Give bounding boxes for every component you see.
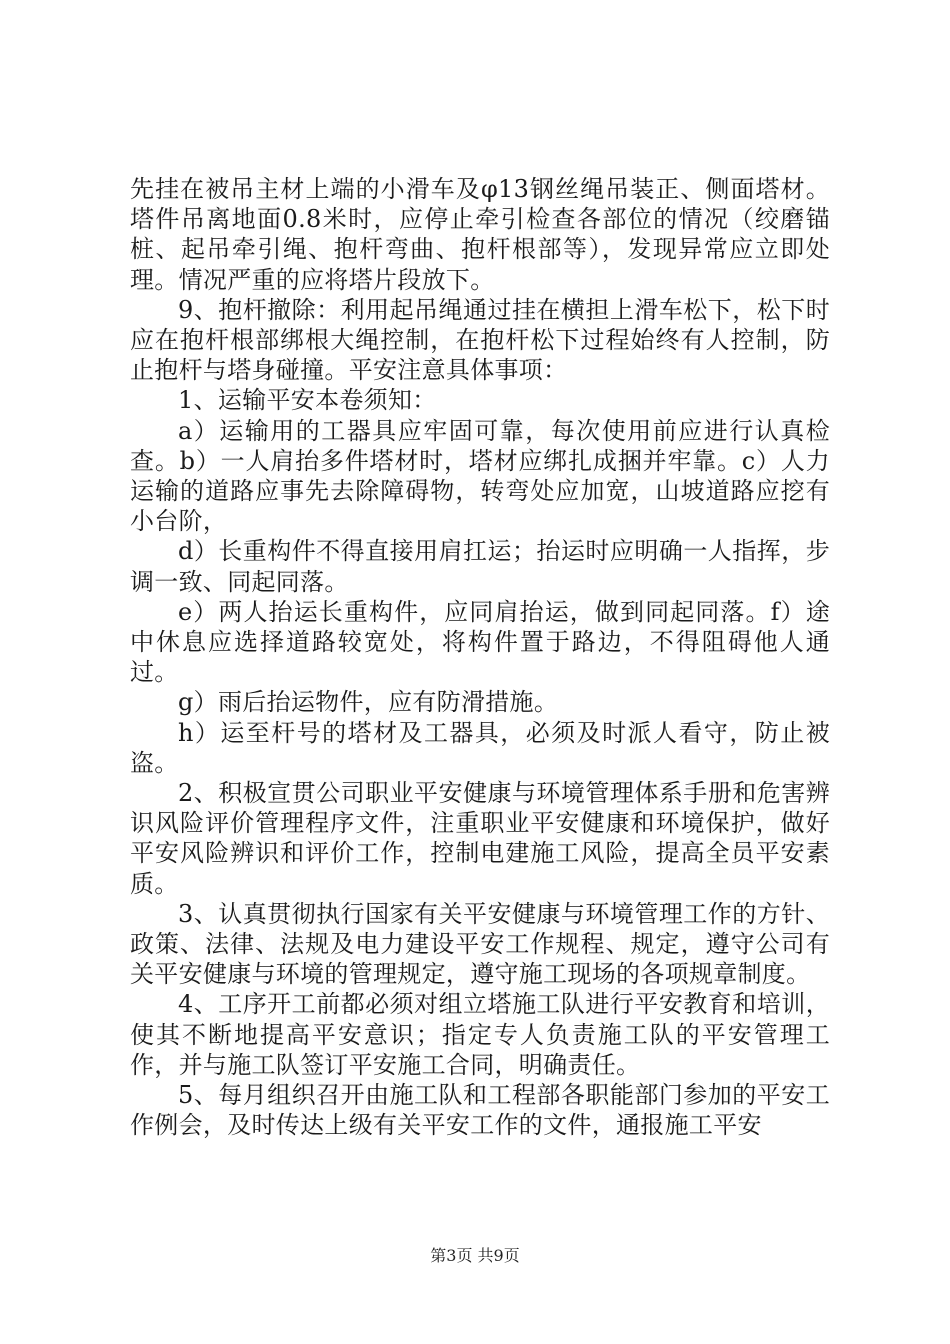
page-number-footer: 第3页 共9页 <box>430 1246 520 1265</box>
paragraph-point-3: 3、认真贯彻执行国家有关平安健康与环境管理工作的方针、政策、法律、法规及电力建设平安工作规程、规定，遵守公司有关平安健康与环境的管理规定，遵守施工现场的各项规章制度。 <box>130 899 830 989</box>
paragraph-item-g: g）雨后抬运物件，应有防滑措施。 <box>178 688 559 717</box>
paragraph-point-4: 4、工序开工前都必须对组立塔施工队进行平安教育和培训，使其不断地提高平安意识；指定专人负责施工队的平安管理工作，并与施工队签订平安施工合同，明确责任。 <box>130 990 830 1079</box>
paragraph-continuation: 先挂在被吊主材上端的小滑车及φ13钢丝绳吊装正、侧面塔材。塔件吊离地面0.8米时，应停止牵引检查各部位的情况（绞磨锚桩、起吊牵引绳、抱杆弯曲、抱杆根部等），发现异常应立即处理。情况严重的应将塔片段放下。 <box>130 175 830 294</box>
document-body <box>130 174 830 1141</box>
paragraph-item-d: d）长重构件不得直接用肩扛运；抬运时应明确一人指挥，步调一致、同起同落。 <box>130 537 830 596</box>
paragraph-item-h: h）运至杆号的塔材及工器具，必须及时派人看守，防止被盗。 <box>130 718 830 777</box>
paragraph-item-a: a）运输用的工器具应牢固可靠，每次使用前应进行认真检查。b）一人肩抬多件塔材时，塔材应绑扎成捆并牢靠。c）人力运输的道路应事先去除障碍物，转弯处应加宽，山坡道路应挖有小台阶， <box>130 416 830 536</box>
paragraph-point-2: 2、积极宣贯公司职业平安健康与环境管理体系手册和危害辨识风险评价管理程序文件，注重职业平安健康和环境保护，做好平安风险辨识和评价工作，控制电建施工风险，提高全员平安素质。 <box>130 779 830 898</box>
paragraph-item-e: e）两人抬运长重构件，应同肩抬运，做到同起同落。f）途中休息应选择道路较宽处，将构件置于路边，不得阻碍他人通过。 <box>130 597 830 687</box>
paragraph-transport-heading: 1、运输平安本卷须知： <box>178 386 437 415</box>
paragraph-point-5: 5、每月组织召开由施工队和工程部各职能部门参加的平安工作例会，及时传达上级有关平安工作的文件，通报施工平安 <box>130 1081 830 1140</box>
paragraph-pole-removal: 9、抱杆撤除：利用起吊绳通过挂在横担上滑车松下，松下时应在抱杆根部绑根大绳控制，在抱杆松下过程始终有人控制，防止抱杆与塔身碰撞。平安注意具体事项： <box>130 295 830 385</box>
